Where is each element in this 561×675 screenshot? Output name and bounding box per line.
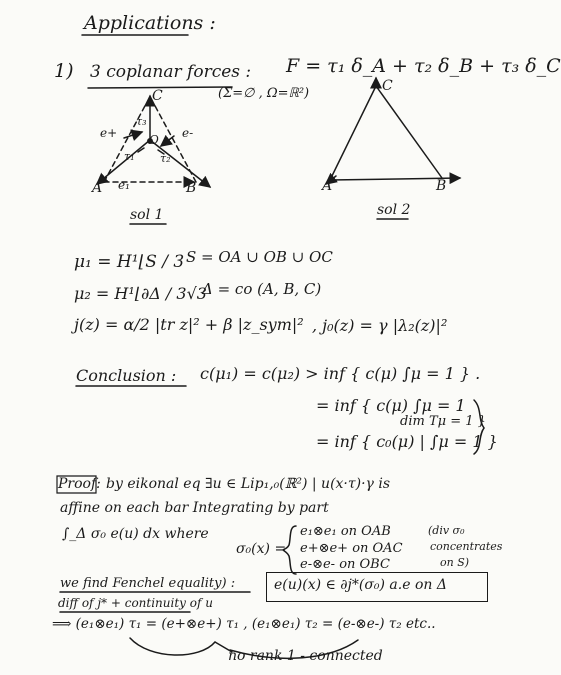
figure2-triangle-drawing xyxy=(326,78,460,184)
fig1-label-e-plus: e+ xyxy=(100,126,118,140)
fig1-caption: sol 1 xyxy=(130,207,164,223)
connector-curve-left xyxy=(130,638,215,655)
fig1-label-tau1: τ₁ xyxy=(124,150,135,163)
side-note-3: on S) xyxy=(440,556,470,569)
fig2-vertex-c: C xyxy=(382,78,393,94)
bar-ob xyxy=(150,140,210,187)
fig2-vertex-b: B xyxy=(436,178,447,194)
page-heading: Applications : xyxy=(84,12,216,34)
fig1-label-tau2: τ₂ xyxy=(160,152,171,165)
sigma-case1: e₁⊗e₁ on OAB xyxy=(300,524,391,539)
boxed-statement: e(u)(x) ∈ ∂j*(σ₀) a.e on Δ xyxy=(274,577,447,593)
force-formula: F = τ₁ δ_A + τ₂ δ_B + τ₃ δ_C xyxy=(286,55,561,77)
fig2-vertex-a: A xyxy=(322,178,333,194)
edge-cb xyxy=(376,86,442,178)
conclusion-line2b: dim Tμ = 1 } xyxy=(400,414,486,429)
proof-line1: by eikonal eq ∃u ∈ Lip₁,₀(ℝ²) | u(x·τ)·γ is xyxy=(106,476,391,492)
arrow-e-minus xyxy=(161,136,174,146)
arrow-e-plus xyxy=(124,132,142,138)
conclusion-line2: = inf { c(μ) ∫μ = 1 xyxy=(316,396,466,415)
def-s: S = OA ∪ OB ∪ OC xyxy=(186,248,333,266)
def-mu2: μ₂ = H¹⌊∂Δ / 3√3 xyxy=(74,284,207,303)
fig1-label-e-minus: e- xyxy=(182,126,194,140)
conclusion-line3: = inf { c₀(μ) | ∫μ = 1 } xyxy=(316,432,498,451)
sigma-definition-lhs: σ₀(x) = xyxy=(236,541,287,557)
fig1-vertex-a: A xyxy=(92,180,103,196)
sigma-case3: e-⊗e- on OBC xyxy=(300,557,390,572)
side-note-2: concentrates xyxy=(430,540,503,553)
section-number: 1) xyxy=(54,60,74,82)
fig1-vertex-c: C xyxy=(152,88,163,104)
proof-label: Proof: xyxy=(58,476,101,492)
implication-line: ⟹ (e₁⊗e₁) τ₁ = (e+⊗e+) τ₁ , (e₁⊗e₁) τ₂ = (e-⊗e-) τ₂ etc.. xyxy=(52,616,436,632)
side-note-1: (div σ₀ xyxy=(428,524,465,537)
def-delta: Δ = co (A, B, C) xyxy=(202,280,322,298)
sigma-case2: e+⊗e+ on OAC xyxy=(300,541,403,556)
fenchel-line2: diff of j* + continuity of u xyxy=(58,596,213,610)
domain-note: (Σ=∅ , Ω=ℝ²) xyxy=(218,86,310,101)
dashed-bc xyxy=(154,104,196,182)
conclusion-label: Conclusion : xyxy=(76,366,177,385)
fig2-caption: sol 2 xyxy=(377,202,411,218)
def-j0: , j₀(z) = γ |λ₂(z)|² xyxy=(312,316,448,335)
fig1-vertex-b: B xyxy=(186,180,197,196)
def-j: j(z) = α/2 |tr z|² + β |z_sym|² xyxy=(74,315,304,334)
proof-integral: ∫_Δ σ₀ e(u) dx where xyxy=(62,526,209,542)
fig1-center-o: O xyxy=(149,133,159,147)
fig1-label-e1: e₁ xyxy=(118,178,130,192)
fig1-label-tau3: τ₃ xyxy=(136,115,147,128)
section-title: 3 coplanar forces : xyxy=(90,62,252,82)
def-mu1: μ₁ = H¹⌊S / 3 xyxy=(74,252,185,272)
edge-ac xyxy=(330,86,376,180)
fenchel-line1: we find Fenchel equality) : xyxy=(60,576,236,591)
final-remark: no rank 1 - connected xyxy=(228,648,383,664)
proof-line2: affine on each bar Integrating by part xyxy=(60,500,329,516)
conclusion-line1: c(μ₁) = c(μ₂) > inf { c(μ) ∫μ = 1 } . xyxy=(200,364,481,383)
